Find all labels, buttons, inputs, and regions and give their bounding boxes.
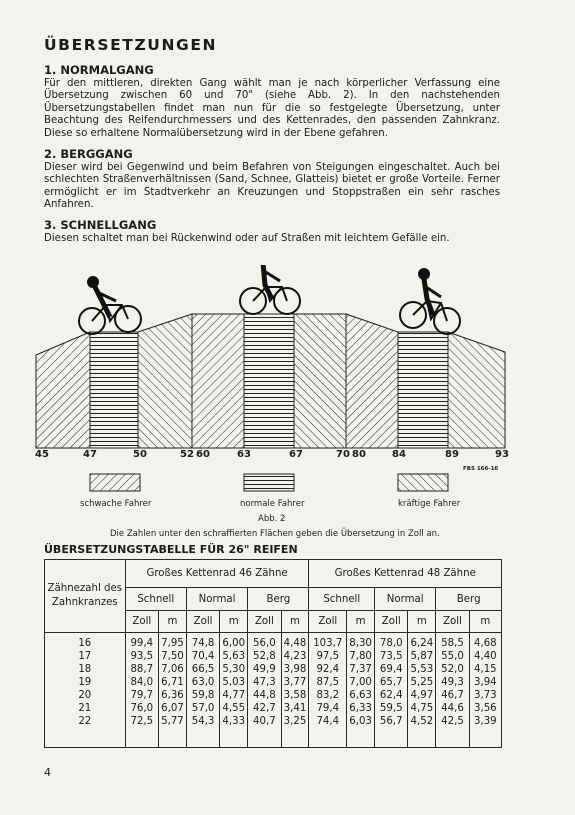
unit-header: Zoll xyxy=(186,611,219,633)
table-cell: 6,71 xyxy=(161,677,184,688)
table-cell: 42,7 xyxy=(253,703,276,714)
unit-header: Zoll xyxy=(125,611,158,633)
table-cell: 49,9 xyxy=(253,664,276,675)
value-column xyxy=(125,633,158,748)
legend-label-strong: kräftige Fahrer xyxy=(398,499,461,509)
table-cell: 87,5 xyxy=(316,677,340,688)
table-cell: 6,63 xyxy=(349,690,372,701)
gear-header-schnell: Schnell xyxy=(125,588,186,611)
scale-label: 70 xyxy=(336,449,350,460)
value-column xyxy=(220,633,248,748)
unit-header: Zoll xyxy=(248,611,281,633)
teeth-count: 21 xyxy=(78,703,92,714)
table-cell: 93,5 xyxy=(130,651,154,662)
table-cell: 7,50 xyxy=(161,651,184,662)
table-cell: 59,5 xyxy=(379,703,403,714)
table-cell: 92,4 xyxy=(316,664,340,675)
legend-label-normal: normale Fahrer xyxy=(240,499,305,509)
table-cell: 6,07 xyxy=(161,703,184,714)
cyclist-strong-icon xyxy=(400,269,460,334)
unit-header: m xyxy=(281,611,309,633)
page-title: ÜBERSETZUNGEN xyxy=(44,36,218,54)
value-column xyxy=(281,633,309,748)
table-cell: 3,41 xyxy=(283,703,307,714)
table-cell: 72,5 xyxy=(130,716,154,727)
figure-legend-swatches xyxy=(0,472,575,494)
table-cell: 4,68 xyxy=(473,638,497,649)
table-cell: 5,03 xyxy=(222,677,246,688)
table-cell: 5,87 xyxy=(410,651,434,662)
gear-header-schnell: Schnell xyxy=(309,588,375,611)
table-cell: 7,95 xyxy=(161,638,184,649)
table-cell: 4,77 xyxy=(222,690,246,701)
section-heading-berggang: 2. BERGGANG xyxy=(44,147,133,161)
gear-ratio-table xyxy=(44,559,502,748)
gear-header-normal: Normal xyxy=(375,588,436,611)
table-cell: 3,56 xyxy=(473,703,497,714)
section-text-berggang: Dieser wird bei Gegenwind und beim Befahren von Steigungen eingeschaltet. Auch bei schlechten Straßenverhältnissen (Sand, Schnee, Glatteis) bietet er große Vorteile. Ferner ermöglicht er im Stadtverkehr an Kreuzungen und Stoppstraßen ein sehr rasches Anfahren. xyxy=(44,162,500,211)
table-cell: 74,4 xyxy=(316,716,340,727)
table-cell: 3,39 xyxy=(473,716,497,727)
table-cell: 6,33 xyxy=(349,703,372,714)
table-cell: 63,0 xyxy=(191,677,215,688)
table-cell: 5,63 xyxy=(222,651,246,662)
scale-label: 63 xyxy=(237,449,251,460)
table-cell: 40,7 xyxy=(253,716,276,727)
table-cell: 55,0 xyxy=(441,651,464,662)
scale-label: 60 xyxy=(196,449,210,460)
scale-label: 47 xyxy=(83,449,97,460)
scale-label: 84 xyxy=(392,449,406,460)
table-cell: 70,4 xyxy=(191,651,215,662)
teeth-count: 20 xyxy=(78,690,92,701)
table-cell: 65,7 xyxy=(379,677,403,688)
figure-label: Abb. 2 xyxy=(258,514,286,524)
table-cell: 46,7 xyxy=(441,690,464,701)
teeth-count: 22 xyxy=(78,716,92,727)
table-cell: 88,7 xyxy=(130,664,154,675)
table-cell: 5,53 xyxy=(410,664,434,675)
table-cell: 3,98 xyxy=(283,664,307,675)
value-column xyxy=(248,633,281,748)
scale-label: 50 xyxy=(133,449,147,460)
table-cell: 66,5 xyxy=(191,664,215,675)
value-column xyxy=(408,633,436,748)
table-cell: 49,3 xyxy=(441,677,464,688)
table-cell: 62,4 xyxy=(379,690,403,701)
unit-header: m xyxy=(158,611,186,633)
section-heading-schnellgang: 3. SCHNELLGANG xyxy=(44,218,157,232)
value-column xyxy=(347,633,375,748)
value-column xyxy=(158,633,186,748)
legend-swatch-strong xyxy=(398,474,448,491)
scale-label: 67 xyxy=(289,449,303,460)
table-cell: 76,0 xyxy=(130,703,154,714)
table-cell: 83,2 xyxy=(316,690,340,701)
table-cell: 4,55 xyxy=(222,703,246,714)
value-column xyxy=(436,633,469,748)
group-header-48: Großes Kettenrad 48 Zähne xyxy=(309,560,502,588)
table-cell: 4,97 xyxy=(410,690,434,701)
legend-label-weak: schwache Fahrer xyxy=(80,499,152,509)
teeth-count: 16 xyxy=(78,638,92,649)
value-column xyxy=(375,633,408,748)
unit-header: Zoll xyxy=(436,611,469,633)
unit-header: Zoll xyxy=(375,611,408,633)
table-cell: 44,8 xyxy=(253,690,276,701)
section-heading-normalgang: 1. NORMALGANG xyxy=(44,63,154,77)
value-column xyxy=(186,633,219,748)
unit-header: m xyxy=(469,611,501,633)
table-cell: 7,06 xyxy=(161,664,184,675)
table-cell: 7,00 xyxy=(349,677,372,688)
table-cell: 47,3 xyxy=(253,677,276,688)
legend-swatch-weak xyxy=(90,474,140,491)
table-cell: 69,4 xyxy=(379,664,403,675)
table-cell: 52,0 xyxy=(441,664,464,675)
gear-header-berg: Berg xyxy=(436,588,502,611)
table-cell: 79,7 xyxy=(130,690,154,701)
scale-label: 52 xyxy=(180,449,194,460)
table-cell: 78,0 xyxy=(379,638,403,649)
table-cell: 6,24 xyxy=(410,638,434,649)
table-cell: 5,30 xyxy=(222,664,246,675)
table-cell: 6,03 xyxy=(349,716,372,727)
scale-label: 80 xyxy=(352,449,366,460)
scale-label: 45 xyxy=(35,449,49,460)
table-cell: 7,37 xyxy=(349,664,372,675)
table-cell: 5,25 xyxy=(410,677,434,688)
table-cell: 3,25 xyxy=(283,716,307,727)
table-cell: 99,4 xyxy=(130,638,154,649)
table-cell: 42,5 xyxy=(441,716,464,727)
table-row-header: Zähnezahl des Zahnkranzes xyxy=(45,560,126,633)
table-title: ÜBERSETZUNGSTABELLE FÜR 26" REIFEN xyxy=(44,543,298,556)
section-text-schnellgang: Diesen schaltet man bei Rückenwind oder auf Straßen mit leichtem Gefälle ein. xyxy=(44,233,450,244)
table-cell: 3,58 xyxy=(283,690,307,701)
table-cell: 56,0 xyxy=(253,638,276,649)
gear-header-normal: Normal xyxy=(186,588,247,611)
teeth-count: 19 xyxy=(78,677,92,688)
table-cell: 4,33 xyxy=(222,716,246,727)
unit-header: m xyxy=(220,611,248,633)
unit-header: Zoll xyxy=(309,611,347,633)
table-cell: 6,36 xyxy=(161,690,184,701)
unit-header: m xyxy=(347,611,375,633)
gear-header-berg: Berg xyxy=(248,588,309,611)
table-cell: 3,94 xyxy=(473,677,497,688)
table-cell: 3,77 xyxy=(283,677,307,688)
table-cell: 57,0 xyxy=(191,703,215,714)
table-cell: 73,5 xyxy=(379,651,403,662)
table-cell: 4,48 xyxy=(283,638,307,649)
figure-ref-code: FBS 166-16 xyxy=(463,466,499,472)
table-cell: 58,5 xyxy=(441,638,464,649)
table-cell: 56,7 xyxy=(379,716,403,727)
cyclist-weak-icon xyxy=(79,277,141,334)
value-column xyxy=(469,633,501,748)
scale-label: 89 xyxy=(445,449,459,460)
table-cell: 79,4 xyxy=(316,703,340,714)
table-cell: 103,7 xyxy=(313,638,343,649)
scale-label: 93 xyxy=(495,449,509,460)
gear-hills-figure xyxy=(0,265,575,455)
unit-header: m xyxy=(408,611,436,633)
table-cell: 5,77 xyxy=(161,716,184,727)
table-cell: 52,8 xyxy=(253,651,276,662)
teeth-count: 17 xyxy=(78,651,92,662)
page-number: 4 xyxy=(44,766,51,779)
table-cell: 4,15 xyxy=(473,664,497,675)
table-cell: 84,0 xyxy=(130,677,154,688)
teeth-column xyxy=(45,633,126,748)
cyclist-normal-icon xyxy=(240,265,300,314)
table-cell: 54,3 xyxy=(191,716,215,727)
group-header-46: Großes Kettenrad 46 Zähne xyxy=(125,560,309,588)
figure-caption: Die Zahlen unter den schraffierten Flächen geben die Übersetzung in Zoll an. xyxy=(110,529,440,539)
value-column xyxy=(309,633,347,748)
teeth-count: 18 xyxy=(78,664,92,675)
table-cell: 8,30 xyxy=(349,638,372,649)
table-cell: 44,6 xyxy=(441,703,464,714)
table-cell: 7,80 xyxy=(349,651,372,662)
table-body xyxy=(45,633,502,748)
table-cell: 6,00 xyxy=(222,638,246,649)
table-cell: 59,8 xyxy=(191,690,215,701)
table-cell: 4,23 xyxy=(283,651,307,662)
table-cell: 3,73 xyxy=(473,690,497,701)
table-cell: 4,52 xyxy=(410,716,434,727)
table-cell: 4,75 xyxy=(410,703,434,714)
section-text-normalgang: Für den mittleren, direkten Gang wählt man je nach körperlicher Verfassung eine Übersetzung zwischen 60 und 70" (siehe Abb. 2). In den nachstehenden Übersetzungstabellen findet man nun für die so festgelegte Übersetzung, unter Beachtung des Reifendurchmessers und des Kettenrades, den passenden Zahnkranz. Diese so erhaltene Normalübersetzung wird in der Ebene gefahren. xyxy=(44,78,500,139)
legend-swatch-normal xyxy=(244,474,294,491)
table-cell: 4,40 xyxy=(473,651,497,662)
table-cell: 74,8 xyxy=(191,638,215,649)
table-cell: 97,5 xyxy=(316,651,340,662)
